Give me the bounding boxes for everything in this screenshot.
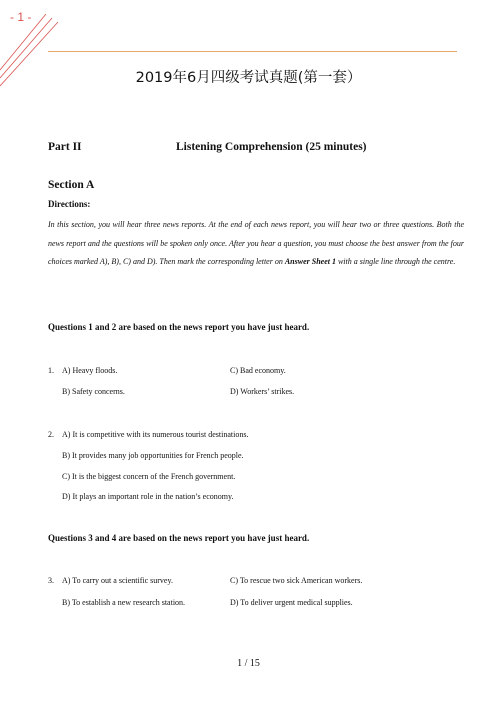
page-label: - 1 -	[10, 10, 32, 24]
answer-sheet-emphasis: Answer Sheet 1	[284, 257, 336, 267]
part-title: Listening Comprehension (25 minutes)	[176, 141, 367, 153]
directions-label: Directions:	[48, 199, 91, 209]
question-number: 1.	[48, 366, 54, 375]
option-d: D) To deliver urgent medical supplies.	[230, 598, 353, 607]
option-a: A) To carry out a scientific survey.	[62, 576, 173, 585]
option-a: A) It is competitive with its numerous tourist destinations.	[62, 430, 249, 439]
option-d: D) Workers’ strikes.	[230, 387, 295, 396]
directions-text-start: In this section, you will hear three news reports. At the end of each news report, you will hear two or three questions. Both the news report and the questions will be spoken only once. After you hear a question, you must choose the best answer from the four choices marked A), B), C) and D). Then mark the corresponding letter on	[48, 220, 464, 267]
question-group-heading: Questions 3 and 4 are based on the news report you have just heard.	[48, 533, 310, 543]
option-c: C) To rescue two sick American workers.	[230, 576, 363, 585]
question-group-heading: Questions 1 and 2 are based on the news report you have just heard.	[48, 322, 310, 332]
question-number: 2.	[48, 430, 54, 439]
header-rule	[48, 51, 457, 52]
option-c: C) It is the biggest concern of the French government.	[62, 472, 236, 481]
section-heading: Section A	[48, 179, 95, 191]
option-d: D) It plays an important role in the nation’s economy.	[62, 492, 234, 501]
question-number: 3.	[48, 576, 54, 585]
part-number: Part II	[48, 141, 82, 153]
directions-text-end: with a single line through the centre.	[335, 257, 456, 267]
page-number: 1 / 15	[237, 658, 260, 669]
option-b: B) To establish a new research station.	[62, 598, 186, 607]
option-b: B) Safety concerns.	[62, 387, 125, 396]
directions-text	[48, 216, 464, 272]
option-c: C) Bad economy.	[230, 366, 286, 375]
option-b: B) It provides many job opportunities for French people.	[62, 451, 244, 460]
document-title: 2019年6月四级考试真题(第一套）	[135, 70, 362, 86]
option-a: A) Heavy floods.	[62, 366, 118, 375]
